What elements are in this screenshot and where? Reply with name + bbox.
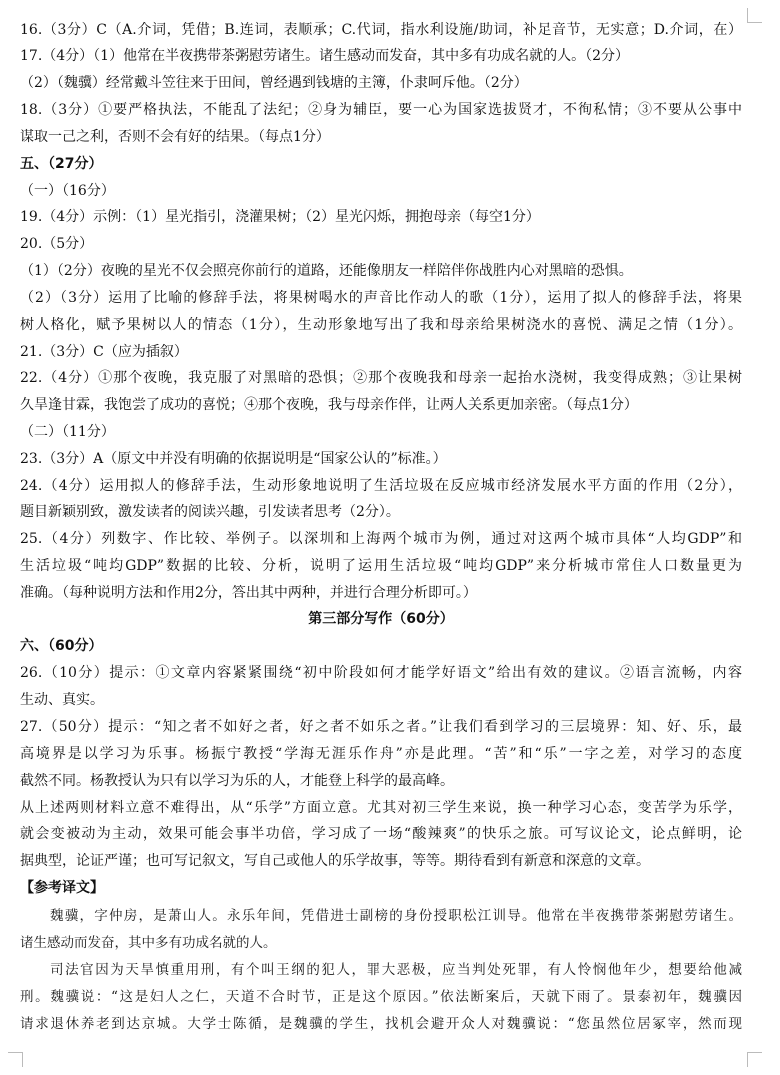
answer-21: 21.（3分）C（应为插叙） (20, 344, 188, 360)
crop-mark-bottom-right (747, 1052, 762, 1067)
section-6-heading: 六、（60分） (20, 638, 103, 654)
subsection-2-heading: （二）（11分） (20, 424, 115, 440)
answer-17-part2: （2）（魏骥）经常戴斗笠往来于田间，曾经遇到钱塘的主簿，仆隶呵斥他。（2分） (20, 75, 528, 91)
answer-25-line3: 准确。（每种说明方法和作用2分，答出其中两种，并进行合理分析即可。） (20, 585, 477, 601)
answer-27-line5: 就会变被动为主动，效果可能会事半功倍，学习成了一场“酸辣爽”的快乐之旅。可写议论文，论点鲜明，论 (20, 826, 742, 842)
translation-line4: 刑。魏骥说：“这是妇人之仁，天道不合时节，正是这个原因。”依法断案后，天就下雨了。景泰初年，魏骥因 (20, 989, 742, 1005)
answer-26-line1: 26.（10分）提示：①文章内容紧紧围绕“初中阶段如何才能学好语文”给出有效的建议。②语言流畅，内容 (20, 665, 742, 681)
answer-27-line2: 高境界是以学习为乐事。杨振宁教授“学海无涯乐作舟”亦是此理。“苦”和“乐”一字之差，对学习的态度 (20, 746, 742, 762)
translation-line1: 魏骥，字仲房，是萧山人。永乐年间，凭借进士副榜的身份授职松江训导。他常在半夜携带茶粥慰劳诸生。 (50, 908, 742, 924)
crop-mark-top-right (747, 8, 762, 23)
reference-translation-heading: 【参考译文】 (20, 880, 104, 896)
answer-20-part1: （1）（2分）夜晚的星光不仅会照亮你前行的道路，还能像朋友一样陪伴你战胜内心对黑暗的恐惧。 (20, 263, 633, 279)
answer-25-line1: 25.（4分）列数字、作比较、举例子。以深圳和上海两个城市为例，通过对这两个城市具体“人均GDP”和 (20, 531, 742, 547)
answer-24-line1: 24.（4分）运用拟人的修辞手法，生动形象地说明了生活垃圾在反应城市经济发展水平方面的作用（2分）， (20, 478, 742, 494)
answer-16: 16.（3分）C（A.介词，凭借；B.连词，表顺承；C.代词，指水利设施/助词，补足音节，无实意；D.介词，在） (20, 22, 742, 38)
answer-20-part2-line2: 树人格化，赋予果树以人的情态（1分），生动形象地写出了我和母亲给果树浇水的喜悦、满足之情（1分）。 (20, 317, 742, 333)
part-3-writing-heading: 第三部分写作（60分） (308, 611, 454, 627)
answer-27-line4: 从上述两则材料立意不难得出，从“乐学”方面立意。尤其对初三学生来说，换一种学习心态，变苦学为乐学， (20, 800, 742, 816)
answer-22-line1: 22.（4分）①那个夜晚，我克服了对黑暗的恐惧；②那个夜晚我和母亲一起抬水浇树，我变得成熟；③让果树 (20, 370, 742, 386)
translation-line5: 请求退休养老到达京城。大学士陈循，是魏骥的学生，找机会避开众人对魏骥说：“您虽然位居冢宰，然而现 (20, 1016, 742, 1032)
translation-line3: 司法官因为天旱慎重用刑，有个叫王纲的犯人，罪大恶极，应当判处死罪，有人怜悯他年少，想要给他减 (50, 962, 742, 978)
translation-line2: 诸生感动而发奋，其中多有功成名就的人。 (20, 935, 277, 951)
answer-22-line2: 久旱逢甘霖，我饱尝了成功的喜悦；④那个夜晚，我与母亲作伴，让两人关系更加亲密。（每点1分） (20, 397, 638, 413)
subsection-1-heading: （一）（16分） (20, 183, 115, 199)
answer-25-line2: 生活垃圾“吨均GDP”数据的比较、分析，说明了运用生活垃圾“吨均GDP”来分析城市常住人口数量更为 (20, 558, 742, 574)
answer-24-line2: 题目新颖别致，激发读者的阅读兴趣，引发读者思考（2分）。 (20, 504, 400, 520)
answer-27-line1: 27.（50分）提示：“知之者不如好之者，好之者不如乐之者。”让我们看到学习的三层境界：知、好、乐，最 (20, 719, 742, 735)
answer-27-line6: 据典型，论证严谨；也可写记叙文，写自己或他人的乐学故事，等等。期待看到有新意和深意的文章。 (20, 853, 650, 869)
answer-26-line2: 生动、真实。 (20, 692, 104, 708)
answer-19: 19.（4分）示例：（1）星光指引，浇灌果树；（2）星光闪烁，拥抱母亲（每空1分） (20, 209, 540, 225)
answer-20-heading: 20.（5分） (20, 236, 94, 252)
answer-18-line2: 谋取一己之利，否则不会有好的结果。（每点1分） (20, 129, 330, 145)
answer-17-part1: 17.（4分）（1）他常在半夜携带茶粥慰劳诸生。诸生感动而发奋，其中多有功成名就的人。（2分） (20, 48, 629, 64)
crop-mark-bottom-left (8, 1052, 23, 1067)
section-5-heading: 五、（27分） (20, 156, 103, 172)
answer-27-line3: 截然不同。杨教授认为只有以学习为乐的人，才能登上科学的最高峰。 (20, 773, 454, 789)
answer-23: 23.（3分）A（原文中并没有明确的依据说明是“国家公认的”标准。） (20, 451, 447, 467)
answer-18-line1: 18.（3分）①要严格执法，不能乱了法纪；②身为辅臣，要一心为国家选拔贤才，不徇私情；③不要从公事中 (20, 102, 742, 118)
answer-20-part2-line1: （2）（3分）运用了比喻的修辞手法，将果树喝水的声音比作动人的歌（1分），运用了拟人的修辞手法，将果 (20, 290, 742, 306)
